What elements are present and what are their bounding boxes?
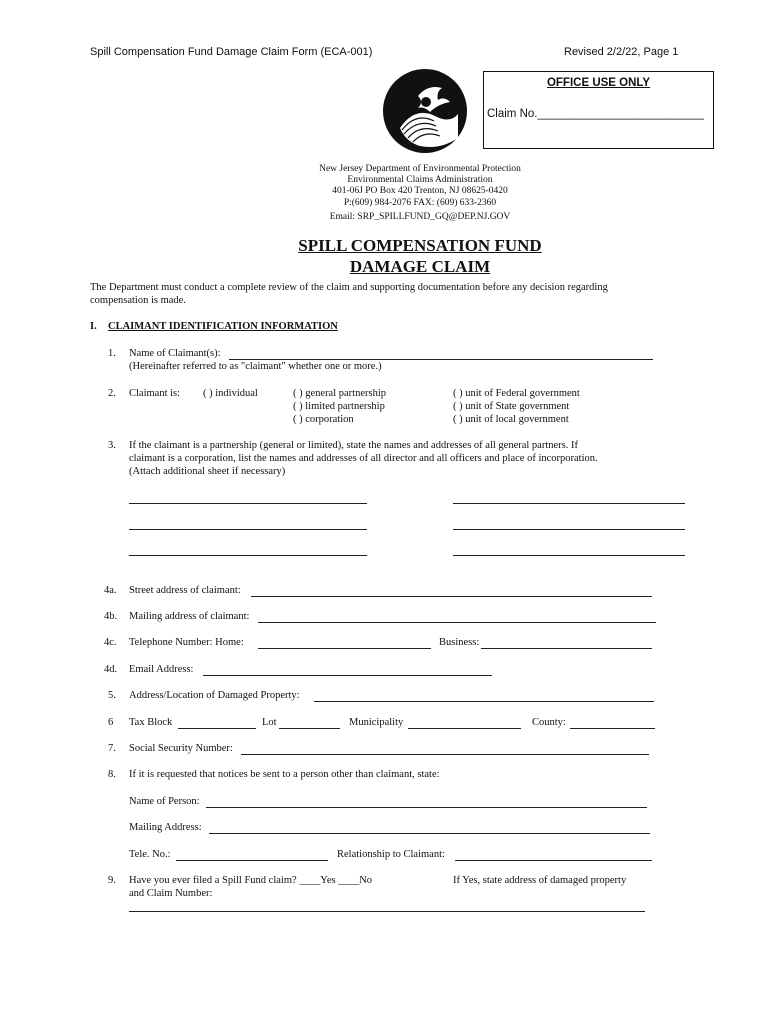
q3-partner-line[interactable] [453,529,685,530]
mailing-address-input[interactable] [258,622,656,623]
section-number: I. [90,321,97,332]
tax-block-input[interactable] [178,728,256,729]
office-use-title: OFFICE USE ONLY [546,77,651,89]
notice-mailing-address-input[interactable] [209,833,650,834]
q2-number: 2. [108,388,116,399]
q8-relationship-label: Relationship to Claimant: [337,849,445,860]
q8-tele-label: Tele. No.: [129,849,171,860]
q4a-label: Street address of claimant: [129,585,241,596]
q3-partner-line[interactable] [453,555,685,556]
q2-option-corporation[interactable]: ( ) corporation [293,414,354,425]
prior-claim-input[interactable] [129,911,645,912]
q2-option-general-partnership[interactable]: ( ) general partnership [293,388,386,399]
q2-option-federal[interactable]: ( ) unit of Federal government [453,388,580,399]
section-title: CLAIMANT IDENTIFICATION INFORMATION [108,321,338,332]
q3-number: 3. [108,440,116,451]
q4d-label: Email Address: [129,664,194,675]
q2-option-state[interactable]: ( ) unit of State government [453,401,570,412]
damaged-property-input[interactable] [314,701,654,702]
q7-label: Social Security Number: [129,743,233,754]
q4b-number: 4b. [104,611,118,622]
street-address-input[interactable] [251,596,652,597]
q4c-number: 4c. [104,637,117,648]
page-subtitle: DAMAGE CLAIM [349,257,491,276]
q1-number: 1. [108,348,116,359]
q4a-number: 4a. [104,585,117,596]
q3-partner-line[interactable] [129,555,367,556]
ssn-input[interactable] [241,754,649,755]
page-title: SPILL COMPENSATION FUND [298,236,542,255]
q8-label: If it is requested that notices be sent to a person other than claimant, state: [129,769,440,780]
q1-note: (Hereinafter referred to as "claimant" whether one or more.) [129,361,382,372]
q9-line-2: and Claim Number: [129,888,213,899]
claim-no-field[interactable]: Claim No.__________________________ [487,108,704,120]
lot-input[interactable] [279,728,340,729]
q1-label: Name of Claimant(s): [129,348,221,359]
notice-person-name-input[interactable] [206,807,647,808]
agency-line-1: New Jersey Department of Environmental Protection [319,164,521,174]
home-phone-input[interactable] [258,648,431,649]
q8-name-label: Name of Person: [129,796,200,807]
q5-number: 5. [108,690,116,701]
q2-label: Claimant is: [129,388,181,399]
email-input[interactable] [203,675,492,676]
q4c-business-label: Business: [439,637,480,648]
njdep-seal-icon [380,66,470,156]
q6-lot-label: Lot [262,717,277,728]
q3-partner-line[interactable] [129,503,367,504]
office-use-box [483,71,714,149]
q9-if-yes-label: If Yes, state address of damaged property [453,875,627,886]
q6-municipality-label: Municipality [349,717,404,728]
municipality-input[interactable] [408,728,521,729]
form-title: Spill Compensation Fund Damage Claim Form (ECA-001) [90,46,373,58]
q8-mailing-label: Mailing Address: [129,822,202,833]
q6-number: 6 [108,717,114,728]
agency-email: Email: SRP_SPILLFUND_GQ@DEP.NJ.GOV [329,211,511,222]
q6-county-label: County: [532,717,566,728]
q2-option-limited-partnership[interactable]: ( ) limited partnership [293,401,385,412]
q3-line-3: (Attach additional sheet if necessary) [129,466,286,477]
business-phone-input[interactable] [481,648,652,649]
agency-line-2: Environmental Claims Administration [347,175,493,186]
q8-number: 8. [108,769,116,780]
intro-line-2: compensation is made. [90,295,186,306]
q6-block-label: Tax Block [129,717,173,728]
agency-line-3: 401-06J PO Box 420 Trenton, NJ 08625-0420 [332,186,508,197]
q5-label: Address/Location of Damaged Property: [129,690,300,701]
agency-line-4: P:(609) 984-2076 FAX: (609) 633-2360 [343,197,497,208]
county-input[interactable] [570,728,655,729]
revision-label: Revised 2/2/22, Page 1 [564,46,679,58]
q2-option-individual[interactable]: ( ) individual [203,388,258,399]
q3-line-1: If the claimant is a partnership (general or limited), state the names and addresses of all general partners. If [129,440,578,451]
agency-address [270,164,570,223]
q3-partner-line[interactable] [129,529,367,530]
notice-phone-input[interactable] [176,860,328,861]
q1-name-input[interactable] [229,359,653,360]
q4d-number: 4d. [104,664,118,675]
q7-number: 7. [108,743,116,754]
q3-partner-line[interactable] [453,503,685,504]
q2-option-local[interactable]: ( ) unit of local government [453,414,569,425]
intro-line-1: The Department must conduct a complete review of the claim and supporting documentation before any decision regarding [90,282,608,293]
q4c-label: Telephone Number: Home: [129,637,244,648]
relationship-input[interactable] [455,860,652,861]
q9-number: 9. [108,875,116,886]
q3-line-2: claimant is a corporation, list the names and addresses of all director and all officers and place of incorporation. [129,453,598,464]
q4b-label: Mailing address of claimant: [129,611,250,622]
q9-label: Have you ever filed a Spill Fund claim? ____Yes ____No [129,875,373,886]
